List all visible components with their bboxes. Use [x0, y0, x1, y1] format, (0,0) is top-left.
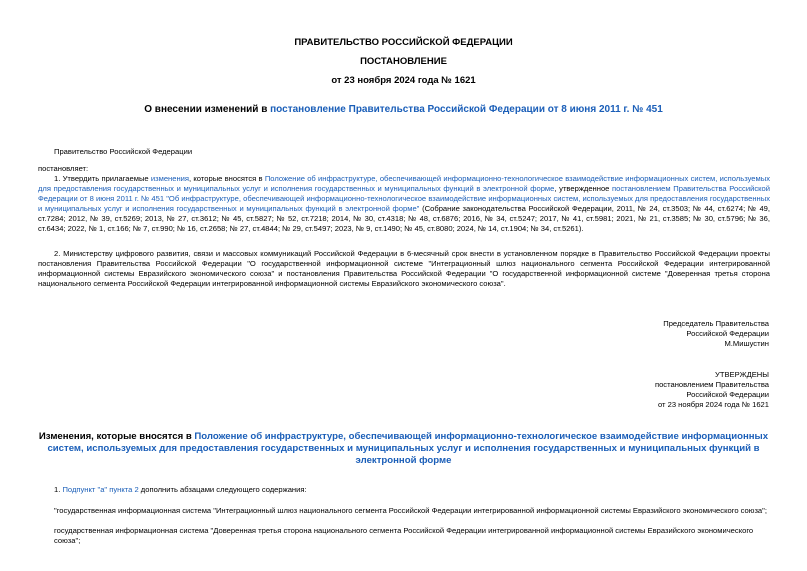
approval-block: [655, 370, 769, 410]
doc-type-heading: ПОСТАНОВЛЕНИЕ: [360, 56, 447, 67]
changes-link[interactable]: изменения: [150, 174, 190, 183]
changes-title: [30, 431, 777, 467]
paragraph-2: 2. Министерству цифрового развития, связи и массовых коммуникаций Российской Федерации в 6-месячный срок внести в установленном порядке в Правительство Российской Федерации проекты постановления Правительства Российской Федерации "О государственной информационной системе "Интеграционный шлюз национального сегмента Российской Федерации интегрированной информационной системы Евразийского экономического союза" и постановления Правительства Российской Федерации "О государственной информационной системе "Доверенная третья сторона национального сегмента Российской Федерации интегрированной информационной системы Евразийского экономического союза".: [38, 249, 770, 288]
change-item-1: [54, 485, 774, 495]
p1-text-2: , которые вносятся в: [189, 174, 265, 183]
subitem-link[interactable]: Подпункт "а" пункта 2: [62, 485, 139, 494]
document-title: [0, 104, 807, 115]
org-heading: ПРАВИТЕЛЬСТВО РОССИЙСКОЙ ФЕДЕРАЦИИ: [294, 37, 513, 48]
item-text: дополнить абзацами следующего содержания:: [138, 485, 307, 494]
title-link[interactable]: постановление Правительства Российской Федерации от 8 июня 2011 г. № 451: [270, 104, 663, 115]
signature-line-2: Российской Федерации: [686, 329, 769, 338]
approval-line-1: УТВЕРЖДЕНЫ: [715, 370, 769, 379]
p1-text-4: (Собрание законодательства Российской Федерации, 2011, № 24, ст.3503; № 44, ст.6274; № 49, ст.7284; 2012, № 39, ст.5269; 2013, № 27, ст.3612; № 45, ст.5827; № 52, ст.7218; 2014, № 30, ст.4318; № 48, ст.6876; 2016, № 34, ст.5247; 2017, № 41, ст.5981; 2021, № 21, ст.3585; № 30, ст.5796; № 36, ст.6434; 2022, № 1, ст.166; № 7, ст.990; № 16, ст.2658; № 27, ст.4844; № 29, ст.5497; 2023, № 9, ст.1490; № 45, ст.8080; 2024, № 14, ст.1904; № 34, ст.5261).: [38, 204, 770, 233]
quote-paragraph-2: государственная информационная система "Доверенная третья сторона национального сегмента Российской Федерации интегрированной информационной системы Евразийского экономического союза";: [54, 526, 754, 545]
p1-text-3: , утвержденное: [554, 184, 613, 193]
signature-block: [663, 319, 769, 349]
changes-title-link[interactable]: Положение об инфраструктуре, обеспечивающей информационно-технологическое взаимодействие информационных систем, используемых для предоставления государственных и муниципальных услуг и исполнения государственных и муниципальных функций в электронной форме: [47, 431, 769, 466]
approval-line-3: Российской Федерации: [686, 390, 769, 399]
paragraph-1: [38, 174, 770, 234]
resolution-link[interactable]: постановлением Правительства Российской Федерации от 8 июня 2011 г. № 451 "Об инфраструктуре, обеспечивающей информационно-технологическое взаимодействие информационных систем, используемых для предоставления государственных и муниципальных услуг и исполнения государственных и муниципальных функций в электронной форме": [38, 184, 770, 213]
government-label: Правительство Российской Федерации: [54, 147, 193, 156]
signature-line-1: Председатель Правительства: [663, 319, 769, 328]
resolves-label: постановляет:: [38, 164, 89, 173]
item-number: 1.: [54, 485, 63, 494]
regulation-link[interactable]: Положение об инфраструктуре, обеспечивающей информационно-технологическое взаимодействие информационных систем, используемых для предоставления государственных и муниципальных услуг и исполнения государственных и муниципальных функций в электронной форме: [38, 174, 771, 193]
changes-title-prefix: Изменения, которые вносятся в: [38, 431, 195, 442]
approval-line-4: от 23 ноября 2024 года № 1621: [657, 400, 769, 409]
quote-paragraph-1: "государственная информационная система "Интеграционный шлюз национального сегмента Российской Федерации интегрированной информационной системы Евразийского экономического союза";: [54, 506, 767, 515]
title-prefix: О внесении изменений в: [144, 104, 271, 115]
signature-line-3: М.Мишустин: [724, 339, 769, 348]
approval-line-2: постановлением Правительства: [654, 380, 769, 389]
date-number: от 23 ноября 2024 года № 1621: [331, 75, 476, 86]
p1-text-1: 1. Утвердить прилагаемые: [54, 174, 151, 183]
